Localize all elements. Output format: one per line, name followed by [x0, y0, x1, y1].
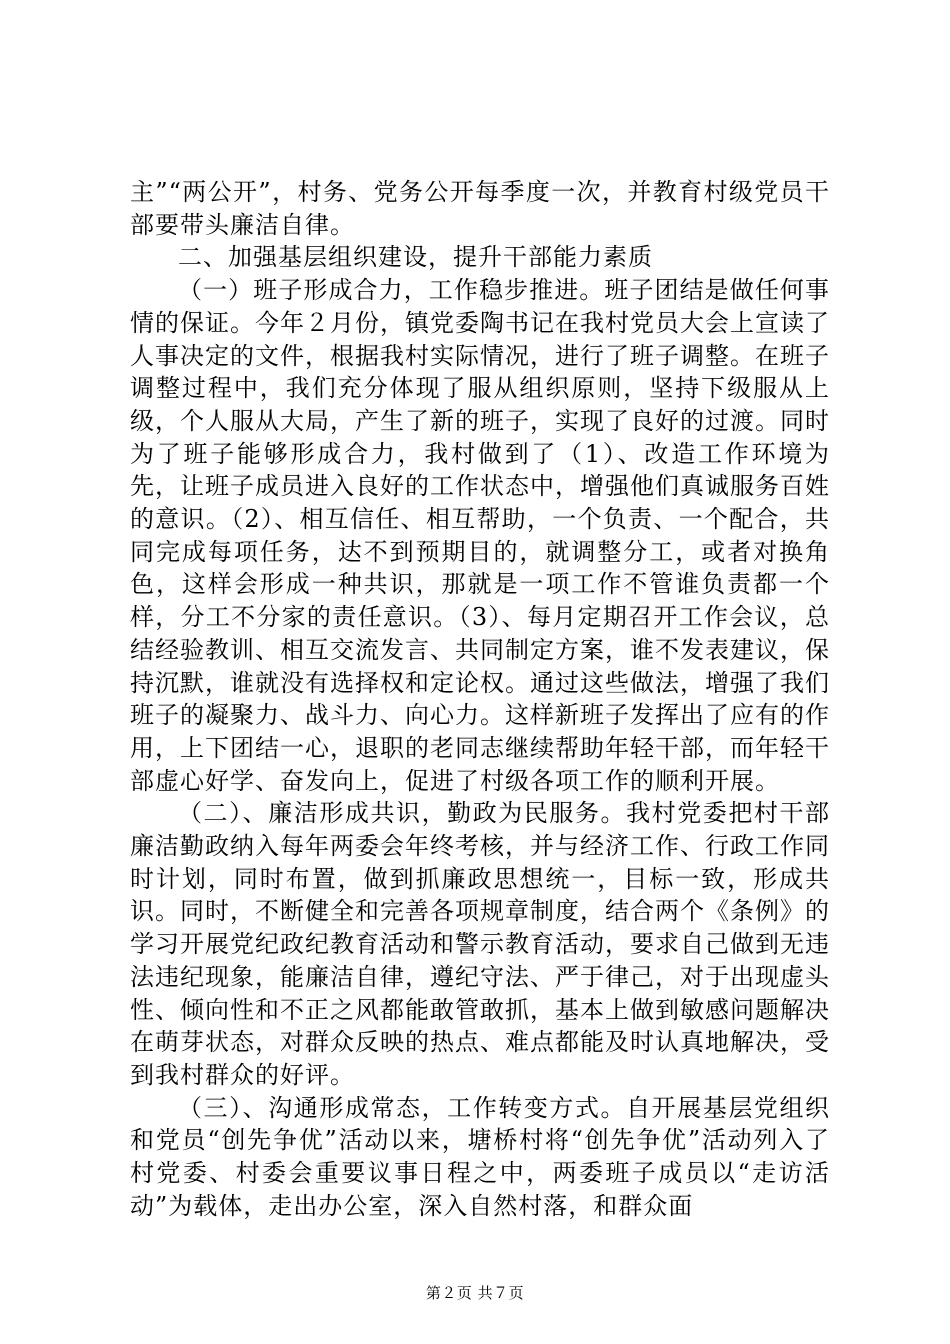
document-body — [130, 176, 830, 1223]
paragraph-communication: （三）、沟通形成常态，工作转变方式。自开展基层党组织和党员“创先争优”活动以来，塘桥村将“创先争优”活动列入了村党委、村委会重要议事日程之中，两委班子成员以“走访活动”为载体，走出办公室，深入自然村落，和群众面 — [130, 1093, 830, 1220]
paragraph-integrity: （二）、廉洁形成共识，勤政为民服务。我村党委把村干部廉洁勤政纳入每年两委会年终考核，并与经济工作、行政工作同时计划，同时布置，做到抓廉政思想统一，目标一致，形成共识。同时，不断健全和完善各项规章制度，结合两个《条例》的学习开展党纪政纪教育活动和警示教育活动，要求自己做到无违法违纪现象，能廉洁自律，遵纪守法、严于律己，对于出现虚头性、倾向性和不正之风都能敢管敢抓，基本上做到敏感问题解决在萌芽状态，对群众反映的热点、难点都能及时认真地解决，受到我村群众的好评。 — [130, 799, 830, 1089]
paragraph-continuation: 主”“两公开”，村务、党务公开每季度一次，并教育村级党员干部要带头廉洁自律。 — [130, 178, 830, 239]
paragraph-team-cohesion: （一）班子形成合力，工作稳步推进。班子团结是做任何事情的保证。今年２月份，镇党委陶书记在我村党员大会上宣读了人事决定的文件，根据我村实际情况，进行了班子调整。在班子调整过程中，我们充分体现了服从组织原则，坚持下级服从上级，个人服从大局，产生了新的班子，实现了良好的过渡。同时为了班子能够形成合力，我村做到了（1）、改造工作环境为先，让班子成员进入良好的工作状态中，增强他们真诚服务百姓的意识。（2）、相互信任、相互帮助，一个负责、一个配合，共同完成每项任务，达不到预期目的，就调整分工，或者对换角色，这样会形成一种共识，那就是一项工作不管谁负责都一个样，分工不分家的责任意识。（3）、每月定期召开工作会议，总结经验教训、相互交流发言、共同制定方案，谁不发表建议，保持沉默，谁就没有选择权和定论权。通过这些做法，增强了我们班子的凝聚力、战斗力、向心力。这样新班子发挥出了应有的作用，上下团结一心，退职的老同志继续帮助年轻干部，而年轻干部虚心好学、奋发向上，促进了村级各项工作的顺利开展。 — [130, 276, 830, 795]
page-footer: 第２页 共７页 — [425, 1284, 525, 1302]
section-heading: 二、加强基层组织建设，提升干部能力素质 — [178, 243, 653, 272]
